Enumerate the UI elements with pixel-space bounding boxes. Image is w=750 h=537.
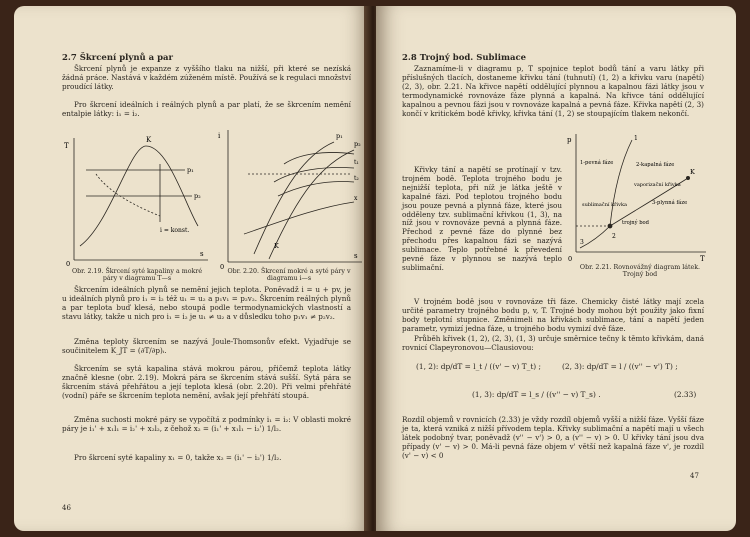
p1-label: p₁ (187, 166, 194, 174)
p2-label: p₂ (194, 192, 201, 200)
critical-point-label: K (690, 168, 695, 176)
solid-phase-label: 1-pevná fáze (580, 160, 614, 166)
critical-point-marker (686, 176, 689, 179)
paragraph: Změna suchosti mokré páry se vypočítá z podmínky i₁ = i₂: V oblasti mokré páry je i₁' + x₁l₁ = i₂' + x₂l₂, z čehož x₂ = (i₁' + x₁l₁ − i₂') 1/l₂. (62, 415, 351, 433)
p2-label: p₂ (354, 140, 361, 148)
paragraph: Křivky tání a napětí se protínají v tzv. trojném bodě. Teplota trojného bodu je nejnižší teplota, při níž je látka ještě v kapalné fázi. Pod teplotou trojného bodu jsou pouze pevná a plynná fáze, které jsou odděleny tzv. sublimační křivkou (1, 3), na níž jsou v rovnováze pevná a plynná fáze. Přechod z pevné fáze do plynné bez přechodu přes kapalnou fázi se nazývá sublimace. Teplo potřebné k převedení pevné fáze v plynnou se nazývá teplo sublimační. (402, 165, 562, 272)
figure-caption: Obr. 2.20. Škrcení mokré a syté páry v diagramu i—s (227, 268, 351, 283)
paragraph: Rozdíl objemů v rovnicích (2.33) je vždy rozdíl objemů vyšší a nižší fáze. Vyšší fáze je ta, která vzniká z nižší přívodem tepla. Křivky sublimační a napětí mají u všech látek podobný tvar, poněvadž (v'' − v') > 0, a (v'' − v) > 0. U křivky tání jsou dva případy (v' − v) > 0. Má-li pevná fáze objem v' větší než kapalná fáze v', je rozdíl (v' − v) < 0 (402, 415, 704, 460)
origin-label: 0 (220, 263, 225, 269)
figure-caption: Obr. 2.21. Rovnovážný diagram látek. Trojný bod (579, 264, 701, 279)
isotherm-t1 (274, 168, 354, 182)
page-number: 46 (62, 504, 71, 512)
axis-label-p: p (567, 136, 572, 144)
curve-point-label: 1 (634, 135, 638, 142)
t1-label: t₁ (354, 159, 359, 166)
page-number: 47 (690, 472, 699, 480)
axis-label-t: T (700, 255, 705, 262)
left-page (14, 6, 370, 531)
paragraph: Průběh křivek (1, 2), (2, 3), (1, 3) určuje směrnice tečny k těmto křivkám, daná rovnicí Clapeyronovou—Clausiovou: (402, 334, 704, 352)
saturation-line (284, 152, 354, 164)
figure-caption: Obr. 2.19. Škrcení syté kapaliny a mokré páry v diagramu T—s (71, 268, 203, 283)
quality-line (244, 202, 354, 234)
triple-point-label: trojný bod (622, 220, 649, 226)
liquid-phase-label: 2-kapalná fáze (636, 162, 675, 168)
sublimation-curve (580, 226, 610, 248)
axis-label-s: s (200, 250, 204, 258)
paragraph: Škrcením ideálních plynů se nemění jejich teplota. Poněvadž i = u + pv, je u ideálních plynů pro i₁ = i₂ též u₁ = u₂ a p₁v₁ = p₂v₂. Škrcením reálných plynů a par teplota buď klesá, nebo stoupá podle termodynamických vlastností a stavu látky, takže u nich pro i₁ = i₂ je u₁ ≠ u₂ a v důsledku toho p₁v₁ ≠ p₂v₂. (62, 285, 351, 321)
paragraph: Škrcením se sytá kapalina stává mokrou párou, přičemž teplota látky značně klesne (obr. 2.19). Mokrá pára se škrcením stává sušší. Sytá pára se škrcením stává přehřátou a její teplota klesá (obr. 2.20). Při velmi přehřáté (vodní) páře se škrcením teplota nemění, avšak její přehřátí stoupá. (62, 364, 351, 400)
axis-label-i: i (218, 132, 221, 140)
equation: (1, 3): dp/dT = l_s / ((v'' − v) T_s) . (472, 390, 601, 399)
paragraph: Škrcení plynů je expanze z vyššího tlaku na nižší, při které se nezíská žádná práce. Nastává v každém zúženém místě. Používá se k regulaci množství proudící látky. (62, 64, 351, 91)
gas-phase-label: 3-plynná fáze (652, 200, 688, 206)
throttling-line (96, 174, 160, 216)
origin-label: 0 (66, 260, 71, 266)
t2-label: t₂ (354, 175, 359, 182)
paragraph: Pro škrcení ideálních i reálných plynů a par platí, že se škrcením nemění entalpie látky: i₁ = i₂. (62, 100, 351, 118)
paragraph: Změna teploty škrcením se nazývá Joule-Thomsonův efekt. Vyjadřuje se součinitelem K_JT = (∂T/∂p)ᵢ. (62, 337, 351, 355)
axis-label-t: T (64, 142, 69, 150)
curve-point-label: 2 (612, 233, 616, 240)
figure-2-21 (566, 130, 710, 262)
vapor-curve-label: vaporizační křivka (634, 182, 681, 188)
p1-label: p₁ (336, 132, 343, 140)
origin-label: 0 (568, 255, 573, 262)
paragraph: Zaznamíme-li v diagramu p, T spojnice teplot bodů tání a varu látky při příslušných tlacích, dostaneme křivku tání (tuhnutí) (1, 2) a křivku varu (napětí) (2, 3), obr. 2.21. Na křivce napětí oddělující plynnou a kapalnou fázi látky jsou v termodynamické rovnováze fáze plynná a kapalná. Na křivce tání oddělující kapalnou a pevnou fázi jsou v rovnováze kapalná a pevná fáze. Křivka napětí (2, 3) končí v kritickém bodě křivky, křivka tání (1, 2) se stoupajícím tlakem nekončí. (402, 64, 704, 118)
paragraph: V trojném bodě jsou v rovnováze tři fáze. Chemicky čisté látky mají zcela určité parametry trojného bodu p, v, T. Trojné body mohou být použity jako fixní body teplotní stupnice. Změnimeli na křivkách sublimace, tání a napětí jeden parametr, vymizí jedna fáze, u trojného bodu vymizí dvě fáze. (402, 297, 704, 333)
critical-point-label: K (146, 136, 152, 144)
equation: (2, 3): dp/dT = l / ((v'' − v') T) ; (562, 362, 678, 371)
melting-curve (610, 140, 632, 226)
equation: (1, 2): dp/dT = l_t / ((v' − v) T_t) ; (416, 362, 542, 371)
figure-2-20 (214, 124, 364, 269)
curve-point-label: 3 (580, 239, 584, 246)
book-spread (14, 6, 736, 531)
equation-number: (2.33) (674, 390, 697, 399)
sublimation-curve-label: sublimační křivka (582, 202, 627, 208)
figure-2-19 (60, 134, 210, 266)
right-page (376, 6, 736, 531)
section-heading: 2.7 Škrcení plynů a par (62, 53, 174, 63)
isenthalp-label: i = konst. (160, 227, 190, 234)
critical-point-label: K (274, 242, 279, 250)
x-label: x (354, 195, 358, 202)
section-heading: 2.8 Trojný bod. Sublimace (402, 53, 527, 63)
paragraph: Pro škrcení syté kapaliny x₁ = 0, takže x₂ = (i₁' − i₂') 1/l₂. (74, 453, 282, 462)
axis-label-s: s (354, 252, 358, 260)
